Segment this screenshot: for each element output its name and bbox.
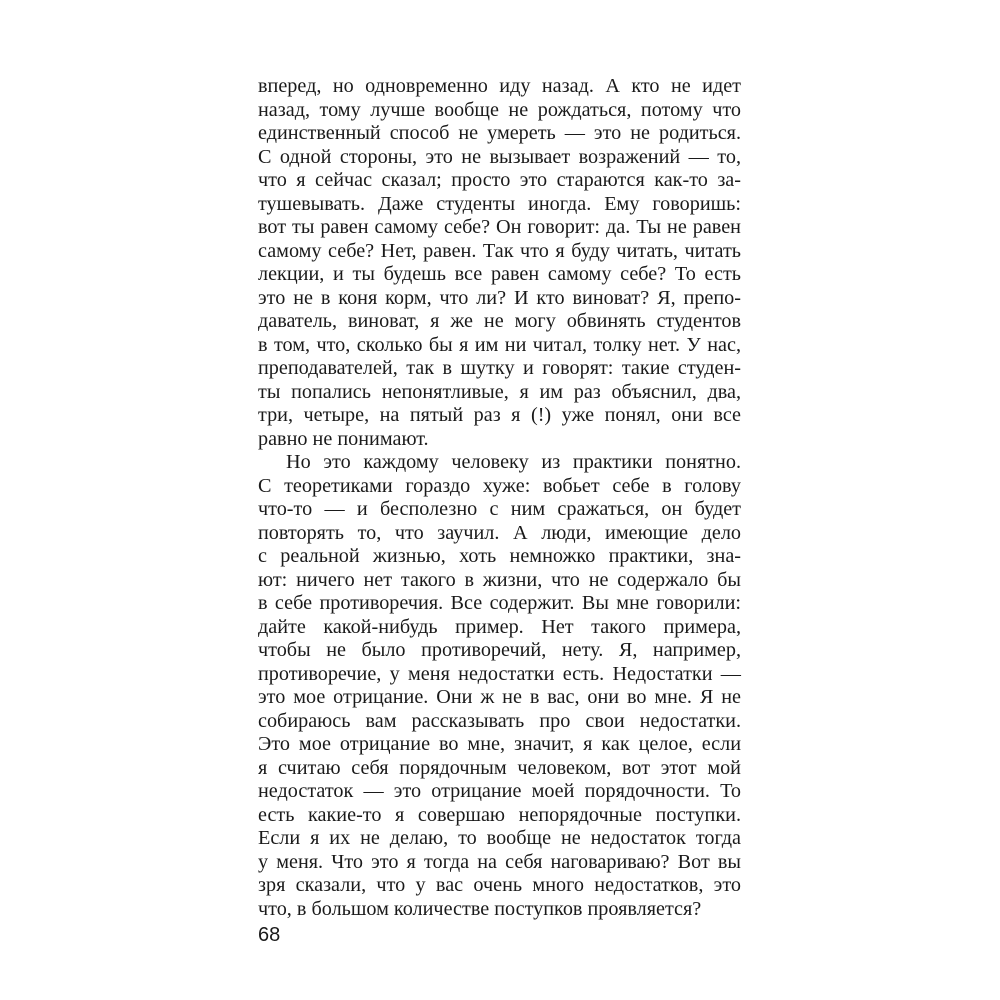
text-line: что, в большом количестве поступков проявляется?: [258, 897, 702, 920]
text-line: Это мое отрицание во мне, значит, я как целое, если: [258, 733, 741, 755]
text-line: повторять то, что заучил. А люди, имеющие дело: [258, 521, 741, 544]
text-line: лекции, и ты будешь все равен самому себе? То есть: [258, 263, 741, 285]
text-line: С теоретиками гораздо хуже: вобьет себе в голову: [258, 474, 741, 497]
text-line: противоречие, у меня недостатки есть. Недостатки —: [258, 662, 741, 685]
text-line: что-то — и бесполезно с ним сражаться, он будет: [258, 498, 741, 520]
text-line: есть какие-то я совершаю непорядочные поступки.: [258, 803, 741, 826]
text-line: ют: ничего нет такого в жизни, что не содержало бы: [258, 568, 741, 591]
text-line: тушевывать. Даже студенты иногда. Ему говоришь:: [258, 192, 741, 215]
text-line: назад, тому лучше вообще не рождаться, потому что: [258, 98, 741, 121]
text-line: вперед, но одновременно иду назад. А кто не идет: [258, 75, 741, 97]
text-line: у меня. Что это я тогда на себя наговариваю? Вот вы: [258, 850, 741, 873]
text-line: три, четыре, на пятый раз я (!) уже понял, они все: [258, 404, 741, 426]
book-page: [258, 75, 741, 921]
text-line: Но это каждому человеку из практики понятно.: [286, 451, 741, 473]
text-line: с реальной жизнью, хоть немножко практики, зна-: [258, 545, 741, 567]
text-line: равно не понимают.: [258, 427, 429, 450]
text-line: я считаю себя порядочным человеком, вот этот мой: [258, 756, 741, 779]
paragraph: [258, 451, 741, 921]
text-line: дайте какой-нибудь пример. Нет такого примера,: [258, 615, 741, 638]
text-line: что я сейчас сказал; просто это стараются как-то за-: [258, 169, 741, 191]
text-line: преподавателей, так в шутку и говорят: такие студен-: [258, 357, 741, 379]
page-text: [258, 75, 741, 921]
text-line: С одной стороны, это не вызывает возражений — то,: [258, 145, 741, 168]
text-line: даватель, виноват, я же не могу обвинять студентов: [258, 310, 741, 332]
text-line: это не в коня корм, что ли? И кто виноват? Я, препо-: [258, 286, 741, 309]
paragraph: [258, 75, 741, 451]
text-line: единственный способ не умереть — это не родиться.: [258, 122, 741, 144]
text-line: собираюсь вам рассказывать про свои недостатки.: [258, 709, 741, 732]
text-line: ты попались непонятливые, я им раз объяснил, два,: [258, 380, 741, 403]
text-line: Если я их не делаю, то вообще не недостаток тогда: [258, 827, 741, 849]
text-line: зря сказали, что у вас очень много недостатков, это: [258, 874, 741, 896]
text-line: в том, что, сколько бы я им ни читал, толку нет. У нас,: [258, 333, 741, 356]
text-line: недостаток — это отрицание моей порядочности. То: [258, 780, 741, 802]
text-line: самому себе? Нет, равен. Так что я буду читать, читать: [258, 239, 741, 262]
text-line: в себе противоречия. Все содержит. Вы мне говорили:: [258, 592, 741, 614]
text-line: чтобы не было противоречий, нету. Я, например,: [258, 639, 741, 661]
text-line: это мое отрицание. Они ж не в вас, они во мне. Я не: [258, 686, 741, 708]
page-number: 68: [258, 924, 281, 946]
text-line: вот ты равен самому себе? Он говорит: да. Ты не равен: [258, 216, 741, 238]
